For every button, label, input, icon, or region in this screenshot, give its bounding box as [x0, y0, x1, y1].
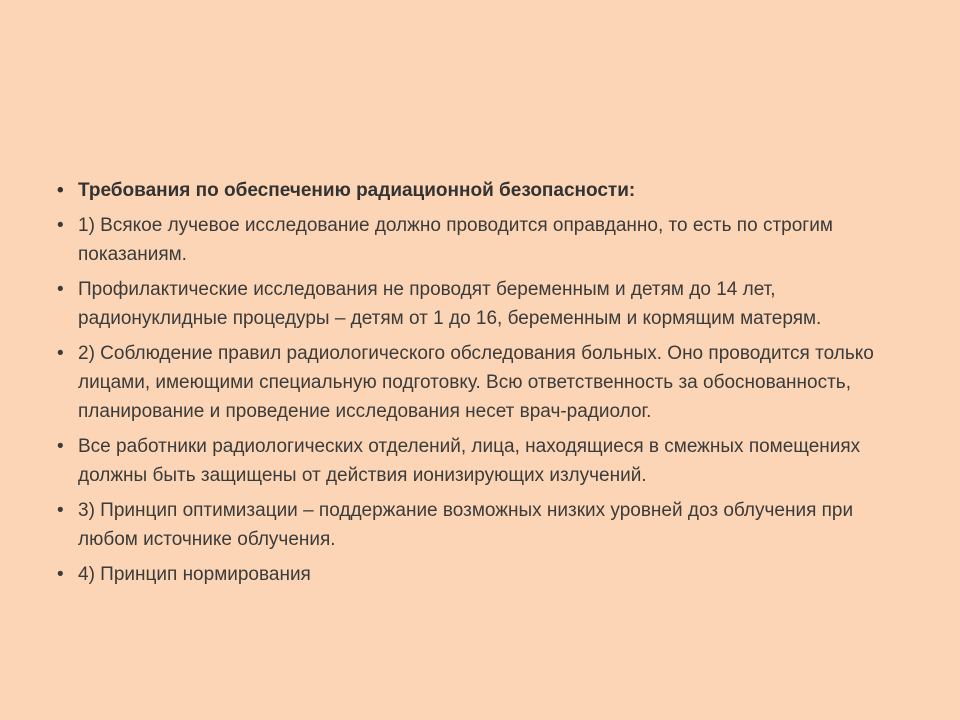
bullet-item [57, 560, 907, 589]
bullet-text: 3) Принцип оптимизации – поддержание возможных низких уровней доз облучения при любом источнике облучения. [78, 500, 854, 550]
bullet-icon: • [57, 279, 64, 300]
bullet-icon: • [57, 564, 64, 585]
bullet-list [57, 176, 907, 589]
bullet-item [57, 432, 907, 490]
bullet-icon: • [57, 500, 64, 521]
bullet-heading [57, 176, 907, 205]
slide-content [57, 176, 907, 595]
bullet-text: Требования по обеспечению радиационной безопасности: [78, 180, 636, 201]
bullet-icon: • [57, 343, 64, 364]
bullet-text: 4) Принцип нормирования [78, 564, 311, 585]
bullet-item [57, 339, 907, 426]
bullet-icon: • [57, 180, 64, 201]
bullet-item [57, 275, 907, 333]
bullet-item [57, 496, 907, 554]
bullet-icon: • [57, 436, 64, 457]
bullet-text: Профилактические исследования не проводят беременным и детям до 14 лет, радионуклидные процедуры – детям от 1 до 16, беременным и кормящим матерям. [78, 279, 822, 329]
bullet-text: Все работники радиологических отделений, лица, находящиеся в смежных помещениях должны быть защищены от действия ионизирующих излучений. [78, 436, 861, 486]
bullet-item [57, 211, 907, 269]
bullet-icon: • [57, 215, 64, 236]
bullet-text: 2) Соблюдение правил радиологического обследования больных. Оно проводится только лицами, имеющими специальную подготовку. Всю ответственность за обоснованность, планирование и проведение исследования несет врач-радиолог. [78, 343, 874, 422]
bullet-text: 1) Всякое лучевое исследование должно проводится оправданно, то есть по строгим показаниям. [78, 215, 833, 265]
